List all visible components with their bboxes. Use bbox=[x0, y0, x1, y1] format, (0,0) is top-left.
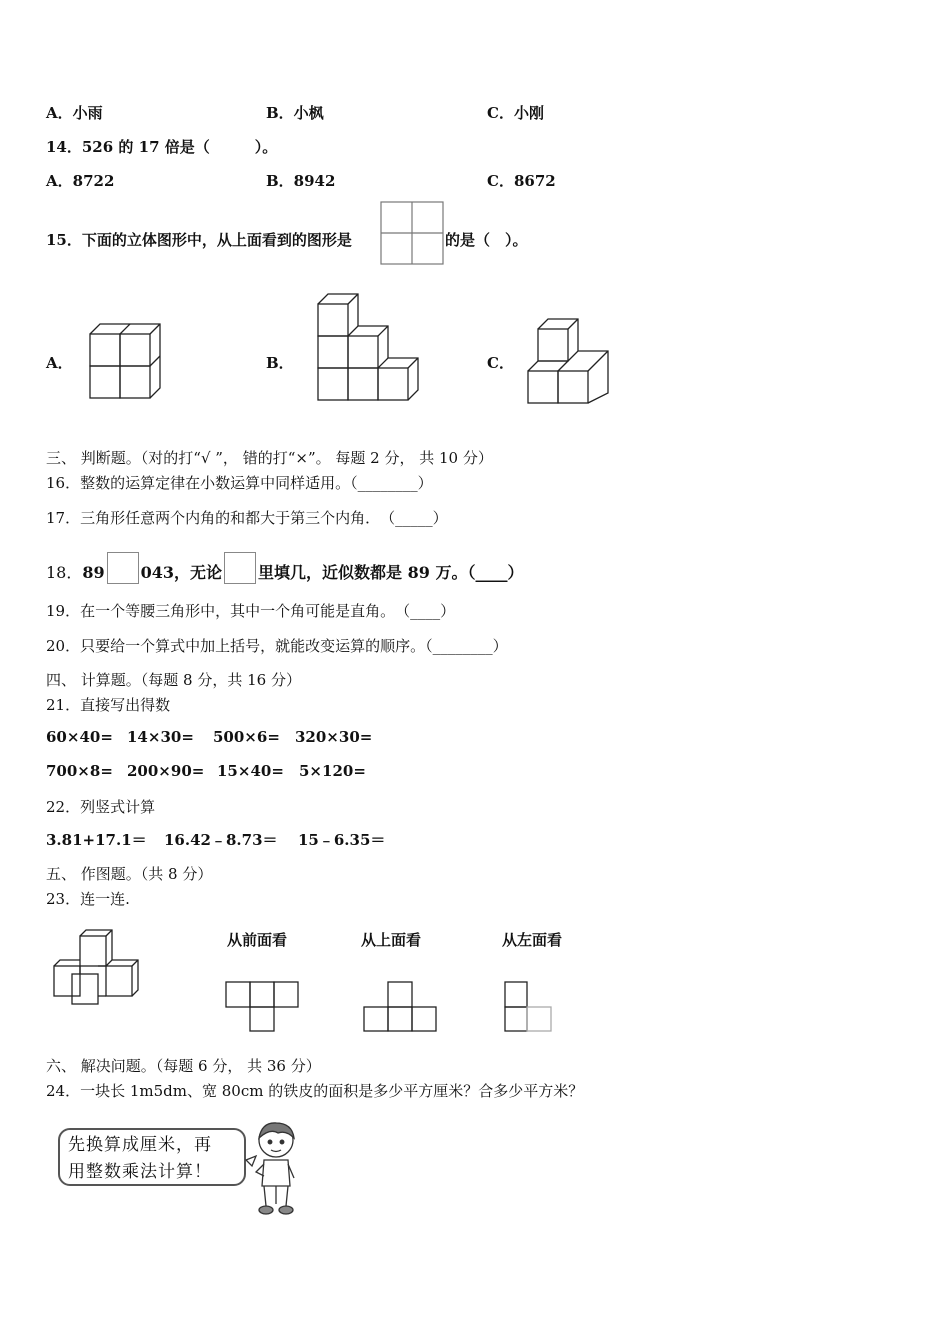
section-4-heading: 四、 计算题。（每题 8 分，共 16 分） bbox=[46, 671, 301, 689]
section-6-heading: 六、 解决问题。（每题 6 分， 共 36 分） bbox=[46, 1057, 321, 1075]
q15-option-a: A． bbox=[46, 354, 73, 372]
q21-item: 320×30= bbox=[295, 728, 373, 746]
q18-part2: 043，无论 bbox=[140, 563, 223, 582]
q15-figure-a bbox=[89, 322, 163, 400]
q23-solid-figure bbox=[52, 928, 148, 1008]
q23-title: 23．连一连. bbox=[46, 890, 130, 908]
q13-option-b: B．小枫 bbox=[266, 104, 324, 122]
q23-top-view bbox=[363, 981, 439, 1033]
q18-digit-box-2 bbox=[224, 552, 256, 584]
q21-item: 15×40= bbox=[217, 762, 284, 780]
q13-option-a: A．小雨 bbox=[46, 104, 103, 122]
q23-left-view bbox=[504, 981, 556, 1033]
q18-part3: 里填几，近似数都是 89 万。（____） bbox=[258, 563, 524, 582]
q19-statement: 19．在一个等腰三角形中，其中一个角可能是直角。 （____） bbox=[46, 602, 456, 620]
q21-title: 21．直接写出得数 bbox=[46, 696, 171, 714]
q14-question: 14．526 的 17 倍是（ ）。 bbox=[46, 138, 278, 156]
section-3-heading: 三、 判断题。（对的打“√ ”， 错的打“×”。 每题 2 分， 共 10 分） bbox=[46, 449, 493, 467]
q22-title: 22．列竖式计算 bbox=[46, 798, 156, 816]
student-cartoon-icon bbox=[244, 1120, 300, 1218]
q14-option-a: A．8722 bbox=[46, 172, 115, 190]
q23-label-top: 从上面看 bbox=[361, 931, 422, 949]
q17-statement: 17．三角形任意两个内角的和都大于第三个内角． （_____） bbox=[46, 509, 448, 527]
q18-digit-box-1 bbox=[107, 552, 139, 584]
q15-option-b: B． bbox=[266, 354, 294, 372]
q21-item: 14×30= bbox=[127, 728, 194, 746]
q23-front-view bbox=[225, 981, 301, 1033]
hint-line-2: 用整数乘法计算！ bbox=[68, 1162, 212, 1182]
q15-question-prefix: 15．下面的立体图形中，从上面看到的图形是 bbox=[46, 231, 352, 249]
q18-statement bbox=[46, 552, 523, 584]
q15-option-c: C． bbox=[487, 354, 514, 372]
q20-statement: 20．只要给一个算式中加上括号，就能改变运算的顺序。（________） bbox=[46, 637, 508, 655]
q13-option-c: C．小刚 bbox=[487, 104, 544, 122]
q24-question: 24．一块长 1m5dm、宽 80cm 的铁皮的面积是多少平方厘米？合多少平方米？ bbox=[46, 1082, 584, 1100]
q21-item: 5×120= bbox=[299, 762, 366, 780]
q21-item: 200×90= bbox=[127, 762, 205, 780]
q14-option-c: C．8672 bbox=[487, 172, 556, 190]
q15-figure-b bbox=[317, 292, 423, 402]
q15-figure-c bbox=[527, 317, 613, 405]
section-5-heading: 五、 作图题。（共 8 分） bbox=[46, 865, 213, 883]
q22-item: 15﹣6.35＝ bbox=[298, 831, 386, 849]
q15-top-view-grid bbox=[380, 201, 444, 265]
q23-label-left: 从左面看 bbox=[502, 931, 563, 949]
q21-item: 60×40= bbox=[46, 728, 113, 746]
hint-speech-bubble bbox=[58, 1128, 246, 1186]
q16-statement: 16．整数的运算定律在小数运算中同样适用。（________） bbox=[46, 474, 433, 492]
q18-number: 18． bbox=[46, 563, 83, 582]
q21-item: 500×6= bbox=[213, 728, 280, 746]
q18-part1: 89 bbox=[82, 563, 105, 582]
hint-line-1: 先换算成厘米，再 bbox=[68, 1135, 212, 1155]
q23-label-front: 从前面看 bbox=[227, 931, 288, 949]
q21-item: 700×8= bbox=[46, 762, 113, 780]
q15-question-suffix: 的是（ ）。 bbox=[445, 231, 528, 249]
q14-option-b: B．8942 bbox=[266, 172, 336, 190]
q22-item: 16.42﹣8.73＝ bbox=[164, 831, 278, 849]
q22-item: 3.81+17.1＝ bbox=[46, 831, 147, 849]
